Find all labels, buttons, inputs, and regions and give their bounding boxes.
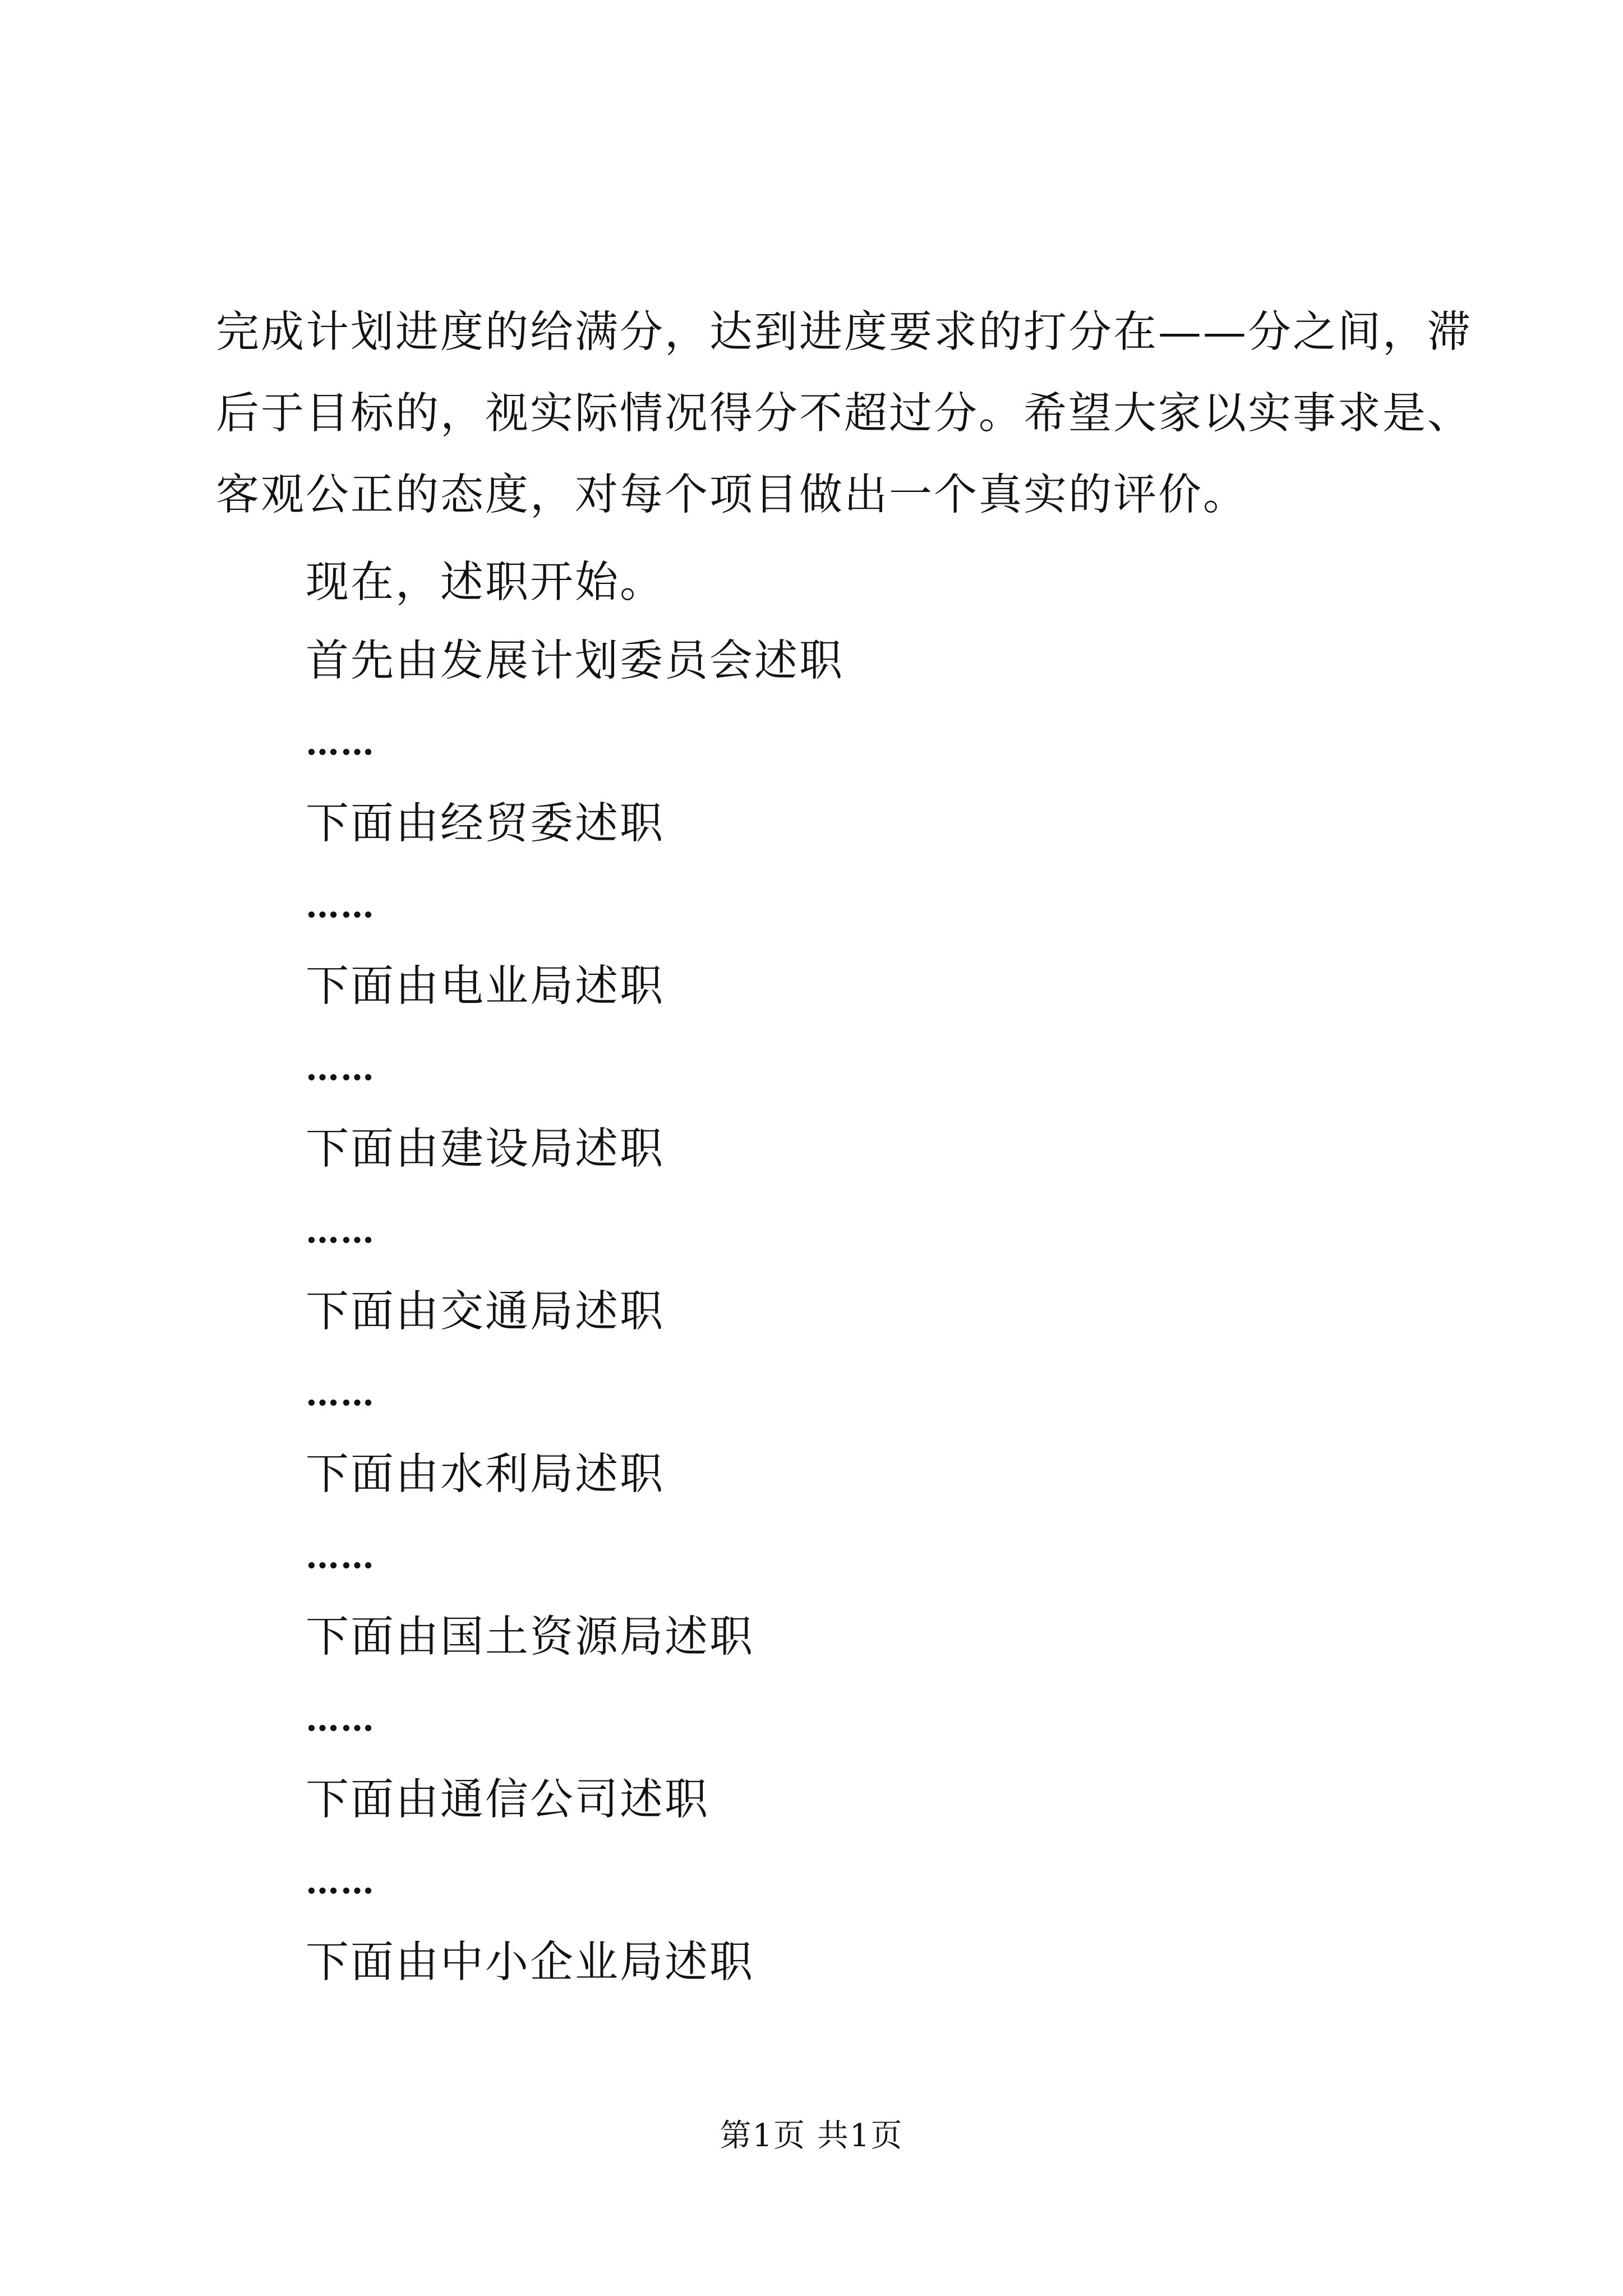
page-footer: 第1页 共1页 xyxy=(720,2118,903,2154)
report-line: 下面由交通局述职 xyxy=(306,1287,665,1337)
ellipsis: …… xyxy=(306,1374,375,1414)
report-line: 下面由电业局述职 xyxy=(306,961,665,1011)
ellipsis: …… xyxy=(306,1537,375,1576)
ellipsis: …… xyxy=(306,1862,375,1902)
ellipsis: …… xyxy=(306,886,375,926)
paragraph-line: 后于目标的，视实际情况得分不超过分。希望大家以实事求是、 xyxy=(216,389,1472,439)
paragraph-line: 完成计划进度的给满分，达到进度要求的打分在——分之间，滞 xyxy=(216,307,1472,357)
ellipsis: …… xyxy=(306,1049,375,1088)
report-line: 下面由通信公司述职 xyxy=(306,1775,709,1825)
ellipsis: …… xyxy=(306,1212,375,1251)
first-report-line: 首先由发展计划委员会述职 xyxy=(306,636,844,686)
report-line: 下面由中小企业局述职 xyxy=(306,1938,754,1987)
paragraph-line: 客观公正的态度，对每个项目做出一个真实的评价。 xyxy=(216,470,1248,520)
report-line: 下面由水利局述职 xyxy=(306,1450,665,1499)
report-line: 下面由经贸委述职 xyxy=(306,799,665,849)
start-line: 现在，述职开始。 xyxy=(306,558,665,608)
report-line: 下面由国土资源局述职 xyxy=(306,1612,754,1662)
intro-paragraph xyxy=(216,292,1472,536)
report-line: 下面由建设局述职 xyxy=(306,1124,665,1174)
ellipsis: …… xyxy=(306,1700,375,1739)
ellipsis: …… xyxy=(306,724,375,763)
